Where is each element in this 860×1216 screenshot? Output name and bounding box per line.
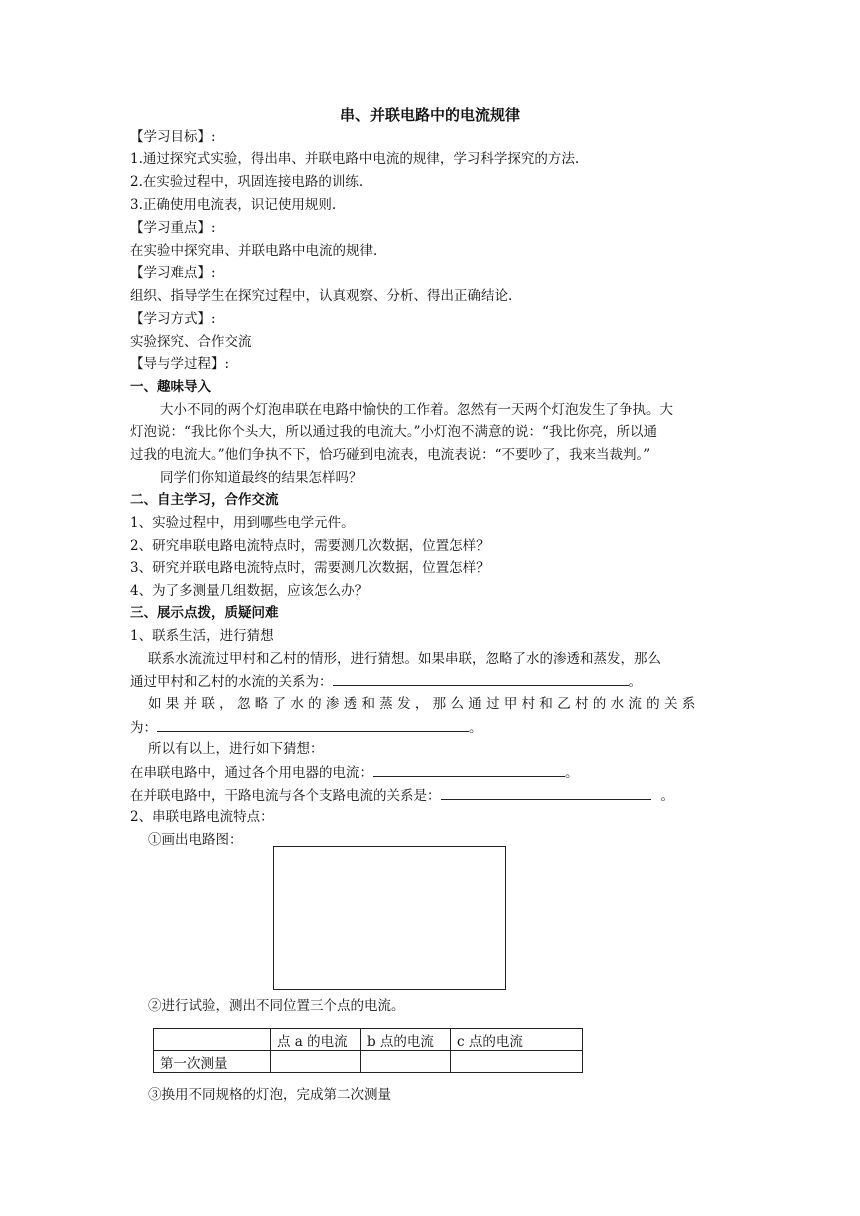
section1-para-line-3: 过我的电流大。”他们争执不下，恰巧碰到电流表，电流表说：“不要吵了，我来当裁判。” bbox=[130, 447, 651, 463]
series-guess-suffix: 。 bbox=[628, 674, 642, 690]
objective-item-3: 3.正确使用电流表，识记使用规则. bbox=[130, 197, 337, 213]
section1-question: 同学们你知道最终的结果怎样吗？ bbox=[160, 470, 363, 486]
parallel-guess-line-2 bbox=[130, 717, 483, 738]
table-row bbox=[154, 1051, 583, 1073]
parallel-answer-blank[interactable] bbox=[157, 717, 469, 732]
section1-heading: 一、趣味导入 bbox=[130, 379, 211, 395]
section3-sub1: 1、联系生活，进行猜想 bbox=[130, 628, 274, 644]
table-cell-c[interactable] bbox=[451, 1051, 583, 1073]
process-heading: 【导与学过程】: bbox=[130, 356, 230, 372]
section2-item-3: 3、研究并联电路电流特点时，需要测几次数据，位置怎样？ bbox=[130, 560, 490, 576]
table-header-cell: 点 a 的电流 bbox=[271, 1029, 361, 1051]
measurement-table bbox=[153, 1028, 583, 1073]
section2-heading: 二、自主学习，合作交流 bbox=[130, 492, 279, 508]
series-guess-line-2 bbox=[130, 671, 642, 692]
series-guess-line-1: 联系水流流过甲村和乙村的情形，进行猜想。如果串联，忽略了水的渗透和蒸发，那么 bbox=[148, 651, 661, 667]
parallel-guess-line-1: 如 果 并 联 ， 忽 略 了 水 的 渗 透 和 蒸 发 ， 那 么 通 过 甲 村 和 乙 村 的 水 流 的 关 系 bbox=[148, 696, 696, 712]
step1-label: ①画出电路图： bbox=[148, 832, 243, 848]
series-guess-prefix: 通过甲村和乙村的水流的关系为： bbox=[130, 674, 333, 690]
parallel-guess-suffix: 。 bbox=[469, 720, 483, 736]
section2-item-1: 1、实验过程中，用到哪些电学元件。 bbox=[130, 515, 355, 531]
step3-label: ③换用不同规格的灯泡，完成第二次测量 bbox=[148, 1087, 391, 1103]
guess-parallel-blank[interactable] bbox=[441, 785, 651, 800]
step2-label: ②进行试验，测出不同位置三个点的电流。 bbox=[148, 998, 405, 1014]
table-header-cell bbox=[154, 1029, 271, 1051]
difficulties-heading: 【学习难点】: bbox=[130, 265, 216, 281]
guess-parallel-prefix: 在并联电路中，干路电流与各个支路电流的关系是： bbox=[130, 788, 441, 804]
guess-parallel-suffix: 。 bbox=[660, 788, 674, 804]
guess-series-line bbox=[130, 762, 579, 783]
table-header-cell: b 点的电流 bbox=[361, 1029, 451, 1051]
guess-series-suffix: 。 bbox=[565, 765, 579, 781]
parallel-guess-prefix: 为： bbox=[130, 720, 157, 736]
table-cell-a[interactable] bbox=[271, 1051, 361, 1073]
section3-heading: 三、展示点拨，质疑问难 bbox=[130, 605, 279, 621]
section1-para-line-2: 灯泡说：“我比你个头大，所以通过我的电流大。”小灯泡不满意的说：“我比你亮，所以通 bbox=[130, 424, 657, 440]
table-header-row bbox=[154, 1029, 583, 1051]
table-row-label: 第一次测量 bbox=[154, 1051, 271, 1073]
key-points-text: 在实验中探究串、并联电路中电流的规律. bbox=[130, 243, 378, 259]
objective-item-1: 1.通过探究式实验，得出串、并联电路中电流的规律，学习科学探究的方法. bbox=[130, 151, 580, 167]
guess-intro: 所以有以上，进行如下猜想： bbox=[148, 741, 324, 757]
guess-series-prefix: 在串联电路中，通过各个用电器的电流： bbox=[130, 765, 373, 781]
difficulties-text: 组织、指导学生在探究过程中，认真观察、分析、得出正确结论. bbox=[130, 288, 513, 304]
guess-series-blank[interactable] bbox=[373, 762, 565, 777]
section2-item-2: 2、研究串联电路电流特点时，需要测几次数据，位置怎样？ bbox=[130, 538, 490, 554]
objective-item-2: 2.在实验过程中，巩固连接电路的训练. bbox=[130, 174, 364, 190]
key-points-heading: 【学习重点】: bbox=[130, 220, 216, 236]
table-header-cell: c 点的电流 bbox=[451, 1029, 583, 1051]
methods-heading: 【学习方式】: bbox=[130, 311, 216, 327]
methods-text: 实验探究、合作交流 bbox=[130, 334, 252, 350]
page-title: 串、并联电路中的电流规律 bbox=[339, 106, 520, 124]
guess-parallel-line bbox=[130, 785, 674, 806]
objectives-heading: 【学习目标】: bbox=[130, 129, 216, 145]
circuit-diagram-box[interactable] bbox=[273, 846, 506, 990]
section3-sub2: 2、串联电路电流特点： bbox=[130, 809, 274, 825]
section1-para-line-1: 大小不同的两个灯泡串联在电路中愉快的工作着。忽然有一天两个灯泡发生了争执。大 bbox=[160, 402, 673, 418]
series-answer-blank[interactable] bbox=[333, 671, 629, 686]
section2-item-4: 4、为了多测量几组数据，应该怎么办？ bbox=[130, 583, 369, 599]
table-cell-b[interactable] bbox=[361, 1051, 451, 1073]
